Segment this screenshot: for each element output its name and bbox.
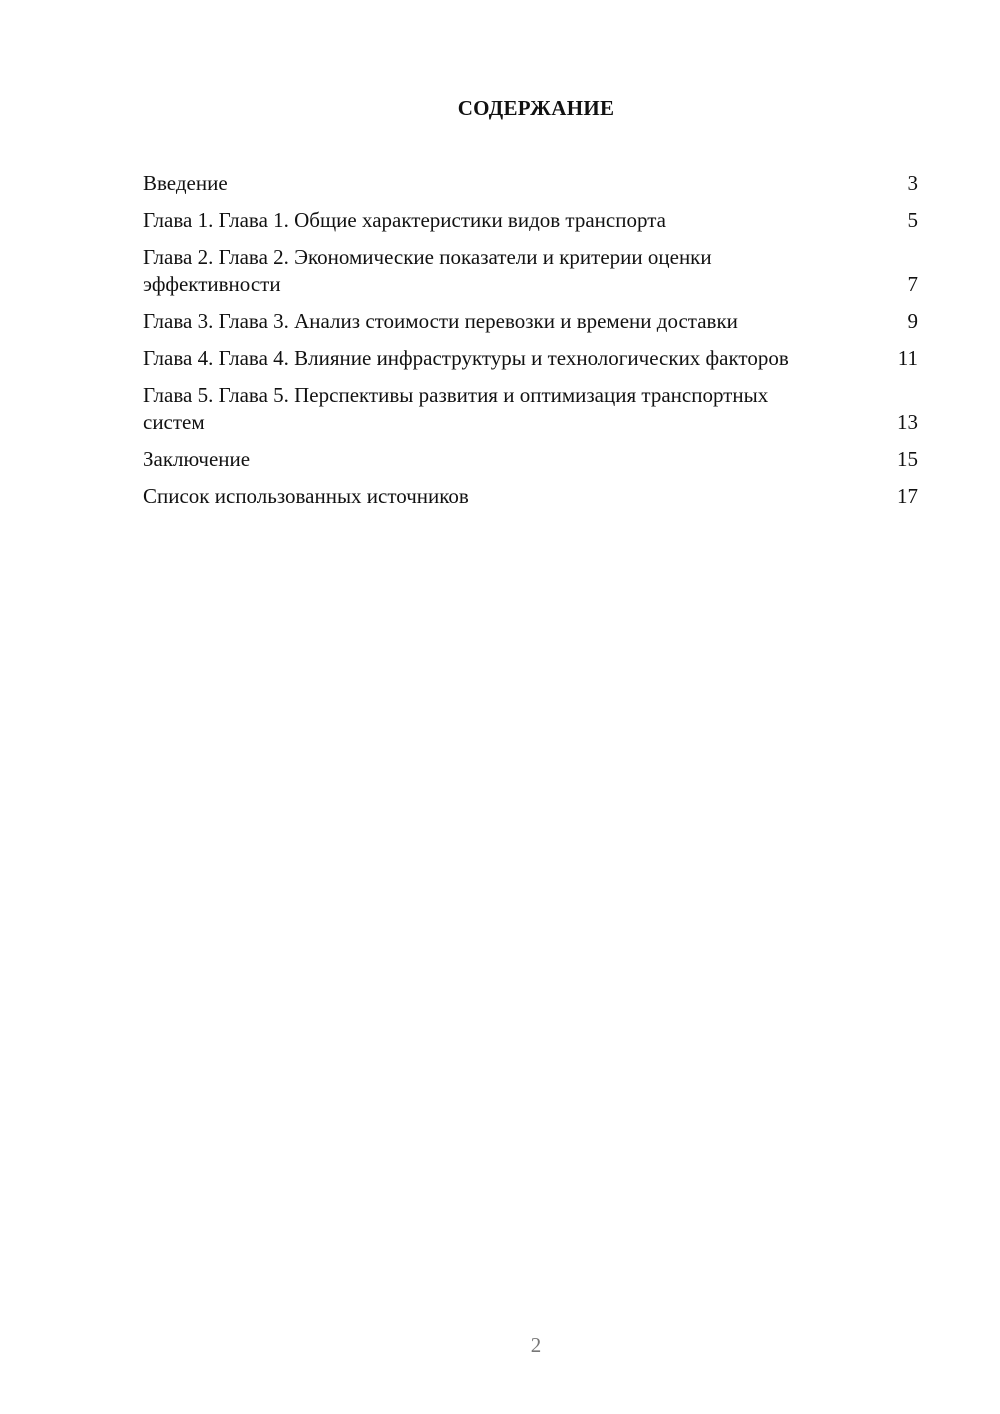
toc-entry-chapter-4[interactable] xyxy=(143,345,918,372)
toc-entry-chapter-2[interactable] xyxy=(143,244,918,298)
toc-entry-page: 13 xyxy=(897,410,918,434)
toc-entry-page: 7 xyxy=(907,272,918,296)
table-of-contents xyxy=(143,170,918,520)
toc-entry-title: Глава 3. Глава 3. Анализ стоимости перевозки и времени доставки xyxy=(143,309,738,333)
toc-entry-title: Список использованных источников xyxy=(143,484,469,508)
toc-entry-page: 3 xyxy=(907,171,918,195)
toc-entry-page: 9 xyxy=(907,309,918,333)
toc-entry-title: Введение xyxy=(143,171,228,195)
toc-entry-title: Глава 2. Глава 2. Экономические показатели и критерии оценки эффективности xyxy=(143,245,712,296)
toc-entry-title: Глава 5. Глава 5. Перспективы развития и оптимизация транспортных систем xyxy=(143,383,769,434)
toc-entry-chapter-1[interactable] xyxy=(143,207,918,234)
toc-entry-page: 5 xyxy=(907,208,918,232)
toc-entry-page: 17 xyxy=(897,484,918,508)
page-title: СОДЕРЖАНИЕ xyxy=(457,96,615,120)
toc-entry-title: Заключение xyxy=(143,447,251,471)
toc-entry-page: 15 xyxy=(897,447,918,471)
toc-entry-chapter-5[interactable] xyxy=(143,382,918,436)
page-number: 2 xyxy=(530,1333,542,1357)
toc-entry-introduction[interactable] xyxy=(143,170,918,197)
toc-entry-title: Глава 1. Глава 1. Общие характеристики видов транспорта xyxy=(143,208,666,232)
toc-entry-chapter-3[interactable] xyxy=(143,308,918,335)
toc-entry-page: 11 xyxy=(897,346,918,370)
toc-entry-references[interactable] xyxy=(143,483,918,510)
toc-entry-conclusion[interactable] xyxy=(143,446,918,473)
toc-entry-title: Глава 4. Глава 4. Влияние инфраструктуры и технологических факторов xyxy=(143,346,789,370)
